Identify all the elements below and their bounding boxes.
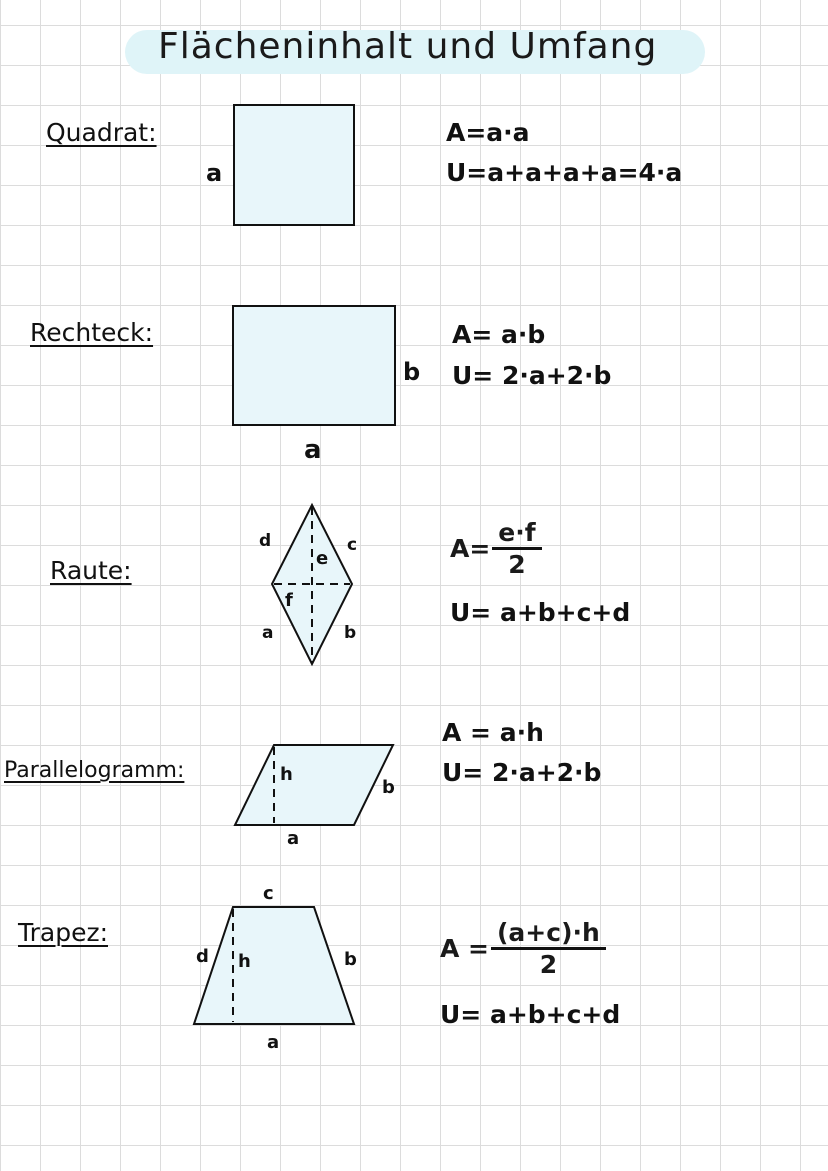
trapez-area-prefix: A =: [440, 934, 489, 963]
parallelogramm-shape: [235, 745, 393, 825]
label-quadrat: Quadrat:: [46, 118, 157, 147]
parallelogramm-height-label: h: [280, 764, 293, 785]
raute-perimeter-formula: U= a+b+c+d: [450, 598, 631, 627]
rechteck-perimeter-formula: U= 2·a+2·b: [452, 361, 612, 390]
raute-side-b-label: b: [344, 623, 357, 643]
trapez-side-b-label: b: [344, 949, 357, 970]
raute-side-a-label: a: [262, 623, 274, 643]
trapez-side-a-label: a: [267, 1032, 280, 1053]
trapez-perimeter-formula: U= a+b+c+d: [440, 1000, 621, 1029]
trapez-shape: [194, 907, 354, 1024]
rechteck-area-formula: A= a·b: [452, 320, 546, 349]
raute-area-denominator: 2: [508, 550, 526, 579]
quadrat-area-formula: A=a·a: [446, 118, 530, 147]
raute-area-prefix: A=: [450, 534, 491, 563]
quadrat-perimeter-formula: U=a+a+a+a=4·a: [446, 158, 683, 187]
rechteck-side-b-label: b: [403, 358, 421, 386]
trapez-side-c-label: c: [263, 883, 274, 904]
label-rechteck: Rechteck:: [30, 318, 154, 347]
raute-diag-e-label: e: [316, 548, 329, 569]
quadrat-shape: [234, 105, 354, 225]
label-raute: Raute:: [50, 556, 132, 585]
trapez-area-denominator: 2: [539, 950, 558, 979]
raute-diag-f-label: f: [285, 590, 293, 611]
parallelogramm-side-a-label: a: [287, 828, 300, 849]
trapez-height-label: h: [238, 951, 251, 972]
page-title: Flächeninhalt und Umfang: [158, 26, 658, 67]
trapez-area-formula: [440, 918, 606, 979]
quadrat-side-label: a: [206, 159, 223, 187]
trapez-side-d-label: d: [196, 946, 209, 967]
parallelogramm-area-formula: A = a·h: [442, 718, 544, 747]
raute-area-formula: [450, 518, 542, 579]
raute-area-numerator: e·f: [492, 518, 541, 550]
label-parallelogramm: Parallelogramm:: [4, 758, 185, 783]
label-trapez: Trapez:: [18, 918, 108, 947]
trapez-area-numerator: (a+c)·h: [491, 918, 606, 950]
parallelogramm-side-b-label: b: [382, 777, 395, 798]
raute-side-d-label: d: [259, 531, 272, 551]
parallelogramm-perimeter-formula: U= 2·a+2·b: [442, 758, 602, 787]
rechteck-side-a-label: a: [304, 435, 322, 465]
raute-side-c-label: c: [347, 535, 358, 555]
rechteck-shape: [233, 306, 395, 425]
